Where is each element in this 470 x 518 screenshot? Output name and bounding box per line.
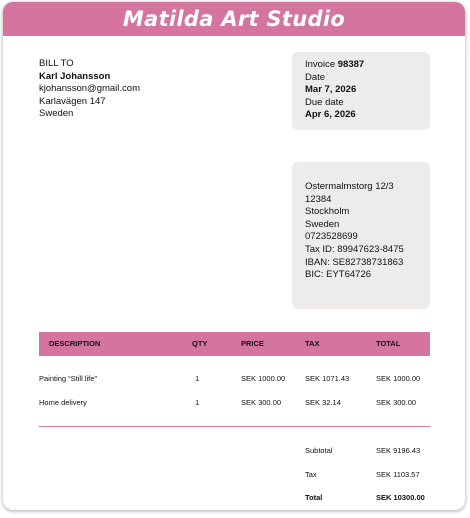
- total-label: Total: [305, 493, 323, 502]
- sender-tax-id: Tax ID: 89947623-8475: [305, 243, 404, 255]
- customer-name: Karl Johansson: [39, 70, 111, 82]
- customer-street: Karlavägen 147: [39, 95, 106, 107]
- subtotal-value: SEK 9196.43: [376, 446, 421, 455]
- row-tax: SEK 32.14: [305, 398, 341, 407]
- sender-address-box: [292, 162, 430, 309]
- sender-phone: 0723528699: [305, 231, 358, 243]
- tax-label: Tax: [305, 470, 317, 479]
- column-header-qty: QTY: [192, 339, 208, 348]
- studio-name: Matilda Art Studio: [122, 7, 346, 31]
- customer-email: kjohansson@gmail.com: [39, 83, 140, 95]
- row-total: SEK 300.00: [376, 398, 417, 407]
- sender-postal-code: 12384: [305, 193, 332, 205]
- due-date-label: Due date: [305, 96, 344, 108]
- row-qty: 1: [195, 398, 200, 407]
- header-banner: [3, 2, 465, 36]
- row-price: SEK 300.00: [241, 398, 282, 407]
- row-description: Painting “Still life”: [39, 374, 97, 383]
- sender-country: Sweden: [305, 218, 340, 230]
- invoice-number-line: [305, 59, 430, 72]
- invoice-date-label: Date: [305, 71, 326, 83]
- table-divider: [39, 426, 430, 427]
- column-header-tax: TAX: [305, 339, 320, 348]
- column-header-total: TOTAL: [376, 339, 401, 348]
- column-header-price: PRICE: [241, 339, 264, 348]
- row-price: SEK 1000.00: [241, 374, 286, 383]
- invoice-number-label: Invoice: [305, 59, 336, 70]
- invoice-number: 98387: [337, 59, 365, 70]
- customer-country: Sweden: [39, 108, 74, 120]
- sender-iban: IBAN: SE82738731863: [305, 256, 404, 268]
- sender-street: Ostermalmstorg 12/3: [305, 181, 394, 192]
- column-header-description: DESCRIPTION: [49, 339, 101, 348]
- total-value: SEK 10300.00: [376, 493, 425, 502]
- bill-to-heading: BILL TO: [39, 58, 74, 69]
- bill-to-block: [39, 58, 140, 121]
- row-tax: SEK 1071.43: [305, 374, 350, 383]
- table-header: [39, 332, 430, 356]
- tax-value: SEK 1103.57: [376, 470, 420, 479]
- sender-bic: BIC: EYT64726: [305, 269, 372, 281]
- invoice-page: [3, 2, 465, 510]
- row-qty: 1: [195, 374, 200, 383]
- invoice-details-box: [292, 52, 430, 130]
- due-date: Apr 6, 2026: [305, 109, 356, 121]
- subtotal-label: Subtotal: [305, 446, 333, 455]
- invoice-date: Mar 7, 2026: [305, 84, 357, 96]
- row-total: SEK 1000.00: [376, 374, 421, 383]
- sender-city: Stockholm: [305, 206, 350, 218]
- row-description: Home delivery: [39, 398, 87, 407]
